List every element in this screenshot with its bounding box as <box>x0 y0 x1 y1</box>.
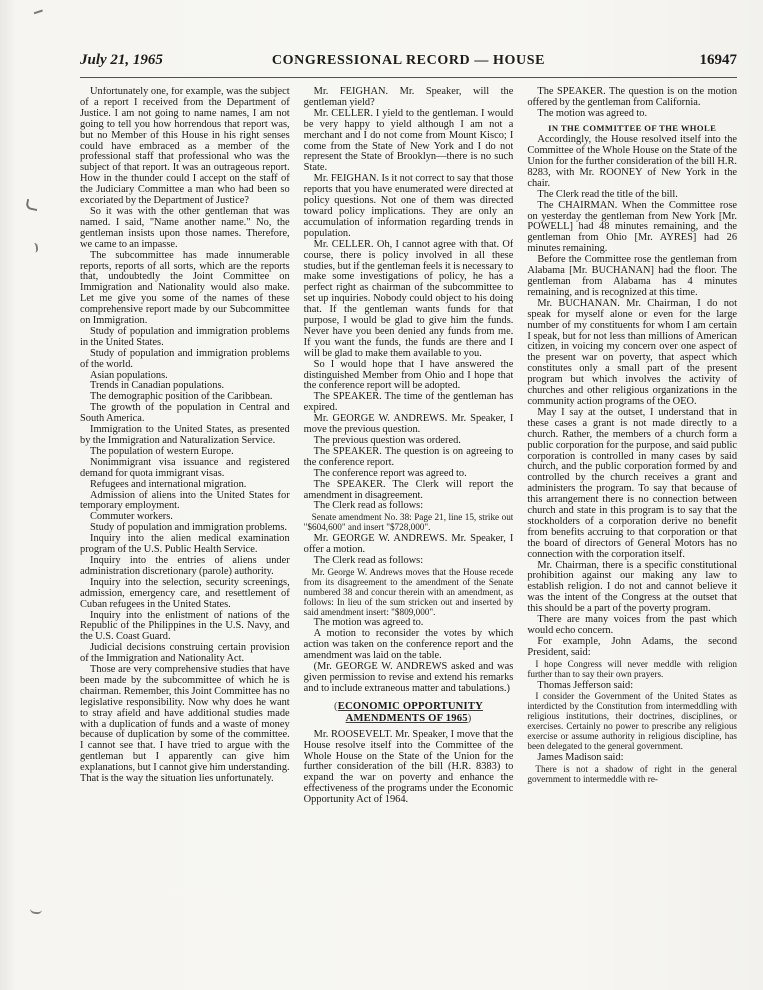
pencil-mark <box>27 242 38 253</box>
paragraph: Study of population and immigration problems of the world. <box>80 347 290 370</box>
annotation-paren-open: ( <box>334 700 338 712</box>
paragraph: The SPEAKER. The question is on the motion offered by the gentleman from California. <box>527 87 738 108</box>
paragraph: Mr. Chairman, there is a specific constitutional prohibition against our making any law to establish religion. I do not and cannot believe it was the intent of the Congress at the outset that this should be a part of the poverty program. <box>527 559 738 615</box>
column-1 <box>80 87 290 964</box>
paragraph: Mr. CELLER. Oh, I cannot agree with that. Of course, there is policy involved in all these studies, but if the gentleman feels it is necessary to make some investigations of policy, he has a perfect right as chairman of the subcommittee to set up inquiries. Nobody could object to his doing that. If the gentleman wants funds for that purpose, I would be glad to give him the funds. Never have you been denied any funds from me. If you want the funds, the funds are there and I will be glad to make them available to you. <box>303 238 514 359</box>
paragraph: The subcommittee has made innumerable reports, reports of all sorts, which are the reports that, undoubtedly the Joint Committee on Immigration and Nationality would also make. Let me give you some of the names of these comprehensive report made by our Subcommittee on Immigration. <box>80 249 290 327</box>
paragraph: Judicial decisions construing certain provision of the Immigration and Nationality Act. <box>80 642 290 665</box>
page-header <box>80 52 737 69</box>
paragraph: (Mr. GEORGE W. ANDREWS asked and was given permission to revise and extend his remarks and to include extraneous matter and tabulations.) <box>303 661 514 694</box>
paragraph: The demographic position of the Caribbean. <box>90 391 273 403</box>
paragraph: Nonimmigrant visa issuance and registered demand for quota immigrant visas. <box>80 456 290 479</box>
publication-title: CONGRESSIONAL RECORD — HOUSE <box>271 53 546 68</box>
paragraph: Study of population and immigration problems in the United States. <box>80 325 290 348</box>
paragraph: The SPEAKER. The time of the gentleman has expired. <box>303 391 514 414</box>
paragraph: May I say at the outset, I understand that in these cases a grant is not made directly to a church. Rather, the members of a church form a public corporation for the purpose, and said public corporation is controlled in many cases by said church, and the public corporation formed by and controlled by the church receives a grant and administers the program. To say that because of this arrangement there is no connection between church and state in this program is to say that the stockholders of a corporation derive no benefit from benefits accruing to that corporation or that the board of directors of General Motors has no connection with the corporation itself. <box>527 406 738 560</box>
section-heading: IN THE COMMITTEE OF THE WHOLE <box>548 122 717 133</box>
paragraph: Mr. FEIGHAN. Is it not correct to say that those reports that you have enumerated were directed at policy questions. Not one of them was directed toward policy implications. They are only an accumulation of information regarding trends in population. <box>303 173 514 239</box>
paragraph: Senate amendment No. 38: Page 21, line 15, strike out "$604,600" and insert "$728,000". <box>303 512 514 533</box>
paragraph: The previous question was ordered. <box>313 435 461 446</box>
column-3 <box>527 87 737 964</box>
heading-text: ECONOMIC OPPORTUNITY AMENDMENTS OF 1965 <box>337 700 483 725</box>
paragraph: Inquiry into the entries of aliens under administration discretionary (parole) authority. <box>80 554 290 577</box>
paragraph: Refugees and international migration. <box>90 478 247 490</box>
paragraph: For example, John Adams, the second President, said: <box>527 635 738 658</box>
paragraph: There are many voices from the past which would echo concern. <box>527 614 738 636</box>
paragraph: Inquiry into the alien medical examination program of the U.S. Public Health Service. <box>80 533 290 556</box>
paragraph: The SPEAKER. The question is on agreeing to the conference report. <box>303 445 514 468</box>
paragraph: Inquiry into the enlistment of nations of the Republic of the Philippines in the U.S. Navy, and the U.S. Coast Guard. <box>80 609 290 643</box>
paragraph: Those are very comprehensive studies that have been made by the subcommittee of which he is chairman. Remember, this Joint Committee has no legislative responsibility. Now why does he want to stray afield and have additional studies made with a duplication of funds and a waste of money because of duplication by some of the committee. I cannot see that. I have tried to argue with the gentleman but I apparently can give him explanations, but I cannot give him understanding. That is the way the situation lies unfortunately. <box>80 664 290 785</box>
paragraph: Unfortunately one, for example, was the subject of a report I received from the Department of Justice. I am not going to name names, I am not going to tell you how horrendous that report was, but no Member of this House in his right senses could have embraced as a member of the professional staff that professional who was the subject of that report. It was an outrageous report. How in the thunder could I accept on the staff of the Judiciary Committee a man who had been so excoriated by the Department of Justice? <box>80 87 290 207</box>
issue-date: July 21, 1965 <box>80 52 163 68</box>
pencil-mark <box>25 199 39 211</box>
paragraph: Mr. BUCHANAN. Mr. Chairman, I do not speak for myself alone or even for the large number of my constituents for whom I am certain I speak, but for not less than millions of American citizen, in voicing my concern over one aspect of the present war on poverty, that aspect which constitutes only a small part of the present program but which involves the activity of churches and other religious organizations in the community action programs of the OEO. <box>527 297 738 407</box>
annotation-paren-close: ) <box>467 713 472 725</box>
paragraph: The Clerk read the title of the bill. <box>537 188 678 200</box>
paragraph: There is not a shadow of right in the general government to intermeddle with re- <box>527 763 738 784</box>
paragraph: Before the Committee rose the gentleman from Alabama [Mr. BUCHANAN] had the floor. The gentleman from Alabama has 4 minutes remaining, and is recognized at this time. <box>527 254 738 298</box>
paragraph: Mr. George W. Andrews moves that the House recede from its disagreement to the amendment of the Senate numbered 38 and concur therein with an amendment, as follows: In lieu of the sum stricken out and inserted by said amendment insert: "$809,000". <box>303 566 514 617</box>
paragraph: Immigration to the United States, as presented by the Immigration and Naturalization Service. <box>80 424 290 446</box>
column-2 <box>304 87 514 964</box>
paragraph: The SPEAKER. The Clerk will report the amendment in disagreement. <box>303 478 514 501</box>
paragraph: The motion was agreed to. <box>537 107 648 119</box>
paragraph: Mr. GEORGE W. ANDREWS. Mr. Speaker, I move the previous question. <box>303 413 514 436</box>
paragraph: Inquiry into the selection, security screenings, admission, emergency care, and resettlement of Cuban refugees in the United States. <box>80 576 290 610</box>
paragraph: The population of western Europe. <box>90 445 234 457</box>
page-number: 16947 <box>699 52 737 68</box>
paragraph: James Madison said: <box>537 751 624 763</box>
paragraph: Admission of aliens into the United States for temporary employment. <box>80 489 290 512</box>
paragraph: Asian populations. <box>90 369 168 381</box>
pencil-mark <box>30 905 43 914</box>
paragraph: Study of population and immigration problems. <box>90 522 287 534</box>
paragraph: The conference report was agreed to. <box>313 467 467 479</box>
paragraph: I hope Congress will never meddle with religion further than to say their own prayers. <box>527 658 738 679</box>
paragraph: The Clerk read as follows: <box>313 500 424 512</box>
header-rule <box>80 77 737 78</box>
section-heading <box>306 701 512 726</box>
paragraph: Mr. GEORGE W. ANDREWS. Mr. Speaker, I offer a motion. <box>303 533 514 556</box>
paragraph: Accordingly, the House resolved itself into the Committee of the Whole House on the State of the Union for the further consideration of the bill H.R. 8283, with Mr. ROONEY of New York in the chair. <box>527 134 738 189</box>
paragraph: Thomas Jefferson said: <box>537 679 634 691</box>
paragraph: Mr. FEIGHAN. Mr. Speaker, will the gentleman yield? <box>303 87 514 108</box>
paragraph: So it was with the other gentleman that was named. I said, "Name another name." No, the gentleman insists upon those names. Therefore, we came to an impasse. <box>80 205 290 250</box>
text-columns <box>80 87 737 964</box>
paragraph: I consider the Government of the United States as interdicted by the Constitution from intermeddling with religious institutions, their doctrines, disciplines, or exercises. Certainly no power to prescribe any religious exercise or assume authority in religious discipline, has been delegated to the general government. <box>527 691 738 751</box>
paragraph: Trends in Canadian populations. <box>90 380 225 392</box>
pencil-mark <box>32 5 43 14</box>
paragraph: The motion was agreed to. <box>313 617 424 629</box>
paragraph: The CHAIRMAN. When the Committee rose on yesterday the gentleman from New York [Mr. POWELL] had 48 minutes remaining, and the gentleman from Ohio [Mr. AYRES] had 26 minutes remaining. <box>527 199 738 255</box>
paragraph: A motion to reconsider the votes by which action was taken on the conference report and the amendment was laid on the table. <box>303 628 514 662</box>
paragraph: Commuter workers. <box>90 511 173 523</box>
paragraph: Mr. ROOSEVELT. Mr. Speaker, I move that the House resolve itself into the Committee of the Whole House on the State of the Union for the further consideration of the bill (H.R. 8383) to expand the war on poverty and enhance the effectiveness of the programs under the Economic Opportunity Act of 1964. <box>303 728 514 806</box>
paragraph: The growth of the population in Central and South America. <box>80 402 290 425</box>
paragraph: The Clerk read as follows: <box>313 554 424 566</box>
paragraph: So I would hope that I have answered the distinguished Member from Ohio and I hope that the conference report will be adopted. <box>303 358 514 392</box>
paragraph: Mr. CELLER. I yield to the gentleman. I would be very happy to yield although I am not a merchant and I do not come from Mount Kisco; I come from the State of New York and I do not represent the State of Brooklyn—there is no such State. <box>303 107 514 174</box>
